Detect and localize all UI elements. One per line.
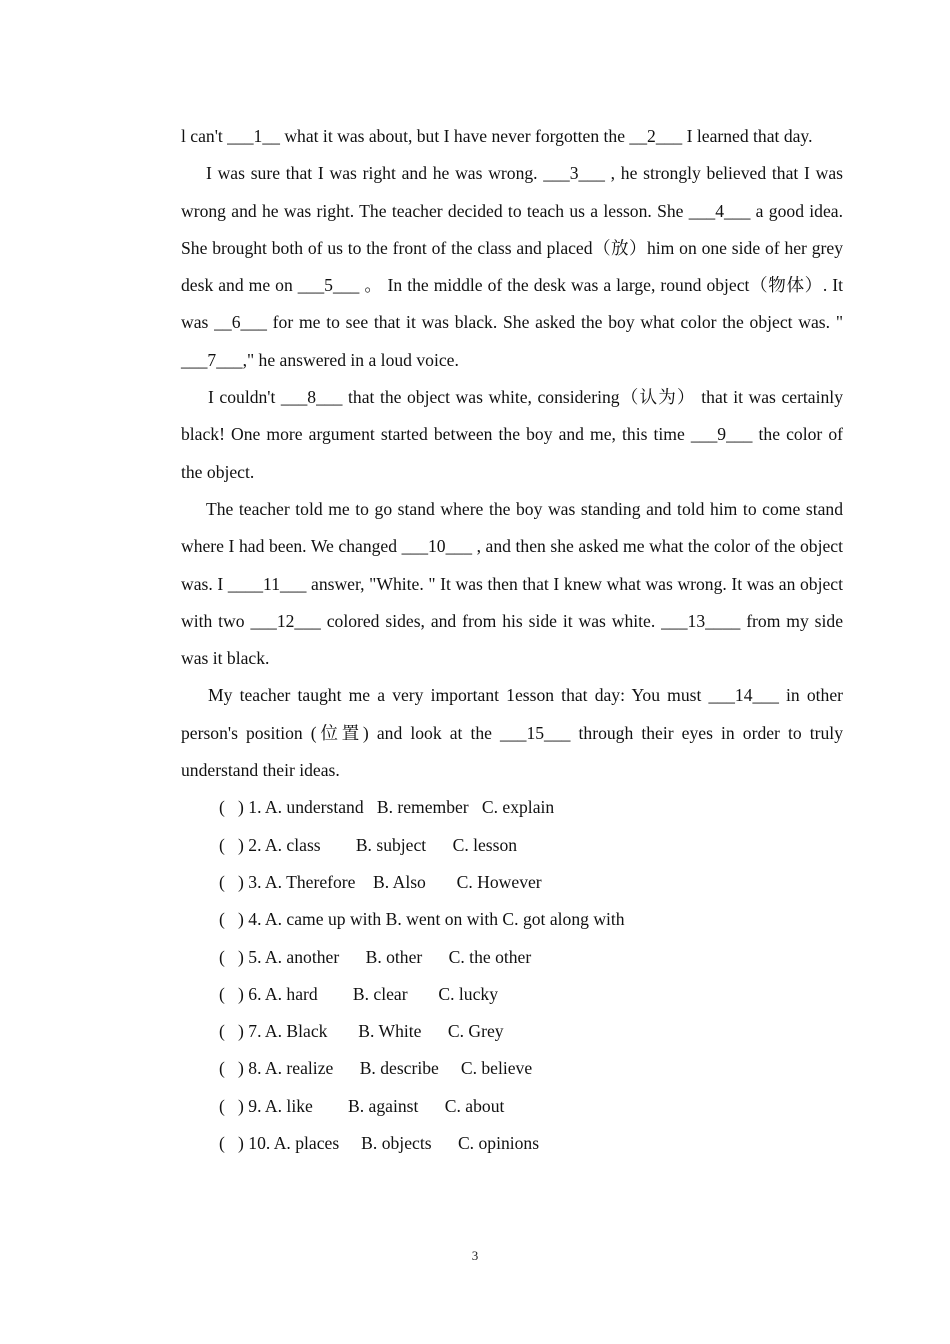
option-row-8: ( ) 8. A. realize B. describe C. believe — [219, 1058, 533, 1079]
option-row-10: ( ) 10. A. places B. objects C. opinions — [219, 1133, 540, 1154]
paragraph-1: l can't ___1__ what it was about, but I have never forgotten the __2___ I learned that day. — [181, 126, 813, 146]
paragraph-5: My teacher taught me a very important 1esson that day: You must ___14___ in other person's position (位置) and look at the ___15___ through their eyes in order to truly understand their ideas. — [181, 685, 843, 781]
option-row-3: ( ) 3. A. Therefore B. Also C. However — [219, 871, 542, 892]
option-row-4: ( ) 4. A. came up with B. went on with C. got along with — [219, 909, 625, 930]
option-row-2: ( ) 2. A. class B. subject C. lesson — [219, 834, 518, 855]
paragraph-3: I couldn't ___8___ that the object was white, considering（认为） that it was certainly black! One more argument started between the boy and me, this time ___9___ the color of the object. — [181, 387, 843, 482]
option-row-5: ( ) 5. A. another B. other C. the other — [219, 946, 532, 967]
paragraph-2: I was sure that I was right and he was wrong. ___3___ , he strongly believed that I was wrong and he was right. The teacher decided to teach us a lesson. She ___4___ a good idea. She brought both of us to the front of the class and placed（放）him on one side of her grey desk and me on ___5___ 。 In the middle of the desk was a large, round object（物体）. It was __6___ for me to see that it was black. She asked the boy what color the object was. " ___7___," he answered in a loud voice. — [181, 163, 843, 370]
option-row-7: ( ) 7. A. Black B. White C. Grey — [219, 1021, 504, 1042]
page-number: 3 — [471, 1248, 479, 1263]
passage-content — [181, 118, 843, 1162]
option-row-1: ( ) 1. A. understand B. remember C. explain — [219, 797, 555, 818]
option-row-9: ( ) 9. A. like B. against C. about — [219, 1095, 505, 1116]
answer-options-list — [181, 789, 843, 1162]
option-row-6: ( ) 6. A. hard B. clear C. lucky — [219, 983, 498, 1004]
paragraph-4: The teacher told me to go stand where the boy was standing and told him to come stand where I had been. We changed ___10___ , and then she asked me what the color of the object was. I ____11___ answer, "White. " It was then that I knew what was wrong. It was an object with two ___12___ colored sides, and from his side it was white. ___13____ from my side was it black. — [181, 498, 843, 669]
